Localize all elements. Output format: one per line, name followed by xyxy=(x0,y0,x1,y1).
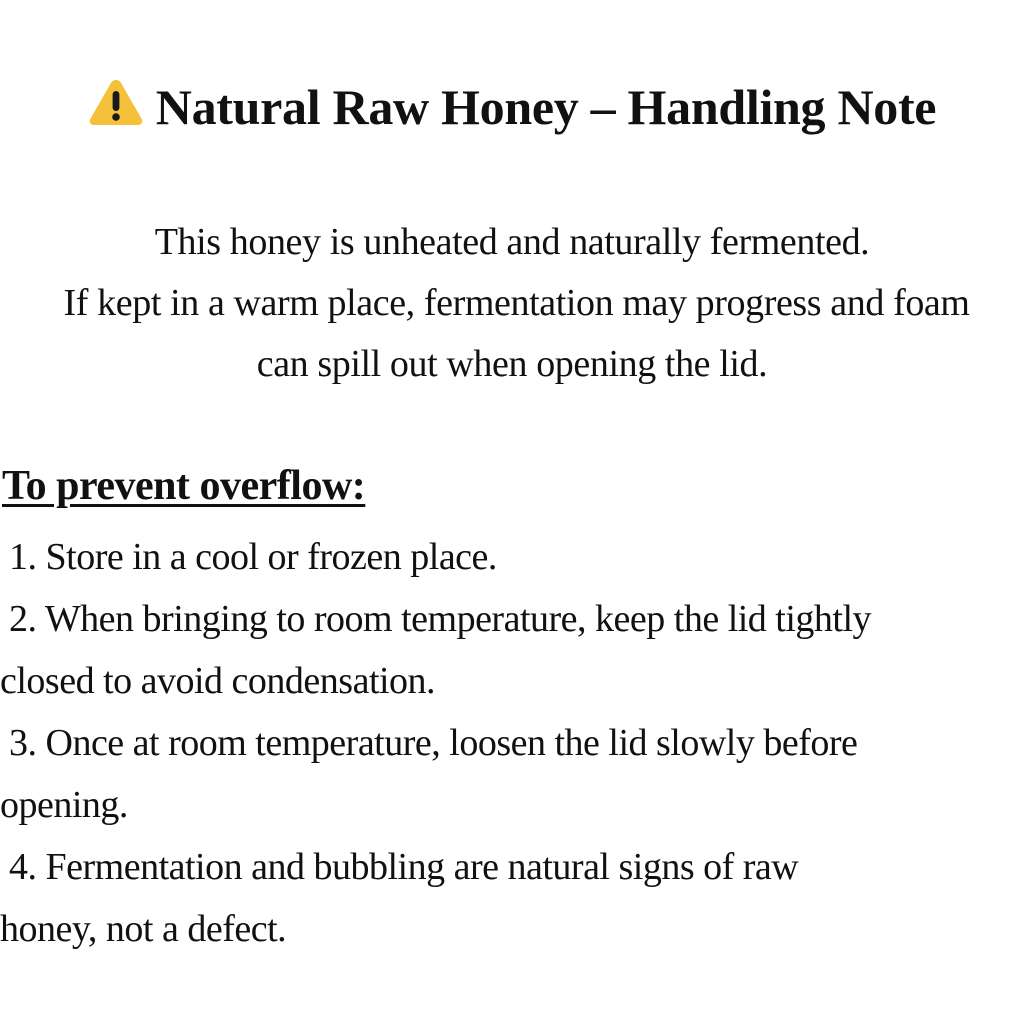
intro-line: If kept in a warm place, fermentation may progress and foam xyxy=(54,282,970,324)
intro-line: This honey is unheated and naturally fermented. xyxy=(154,221,870,263)
step-line: 3. Once at room temperature, loosen the lid slowly before xyxy=(0,722,858,764)
step-line: 2. When bringing to room temperature, keep the lid tightly xyxy=(0,598,872,640)
step-line: opening. xyxy=(0,784,128,826)
step-line: closed to avoid condensation. xyxy=(0,660,436,702)
title-row xyxy=(0,78,1024,136)
section-heading: To prevent overflow: xyxy=(2,463,366,509)
intro-line: can spill out when opening the lid. xyxy=(256,343,768,385)
step-line: honey, not a defect. xyxy=(0,908,287,950)
page-title: Natural Raw Honey – Handling Note xyxy=(155,79,937,135)
intro-paragraph xyxy=(0,212,1024,395)
steps-list xyxy=(0,526,1020,960)
step-line: 1. Store in a cool or frozen place. xyxy=(0,536,497,578)
warning-icon xyxy=(88,77,144,127)
step-line: 4. Fermentation and bubbling are natural signs of raw xyxy=(0,846,799,888)
